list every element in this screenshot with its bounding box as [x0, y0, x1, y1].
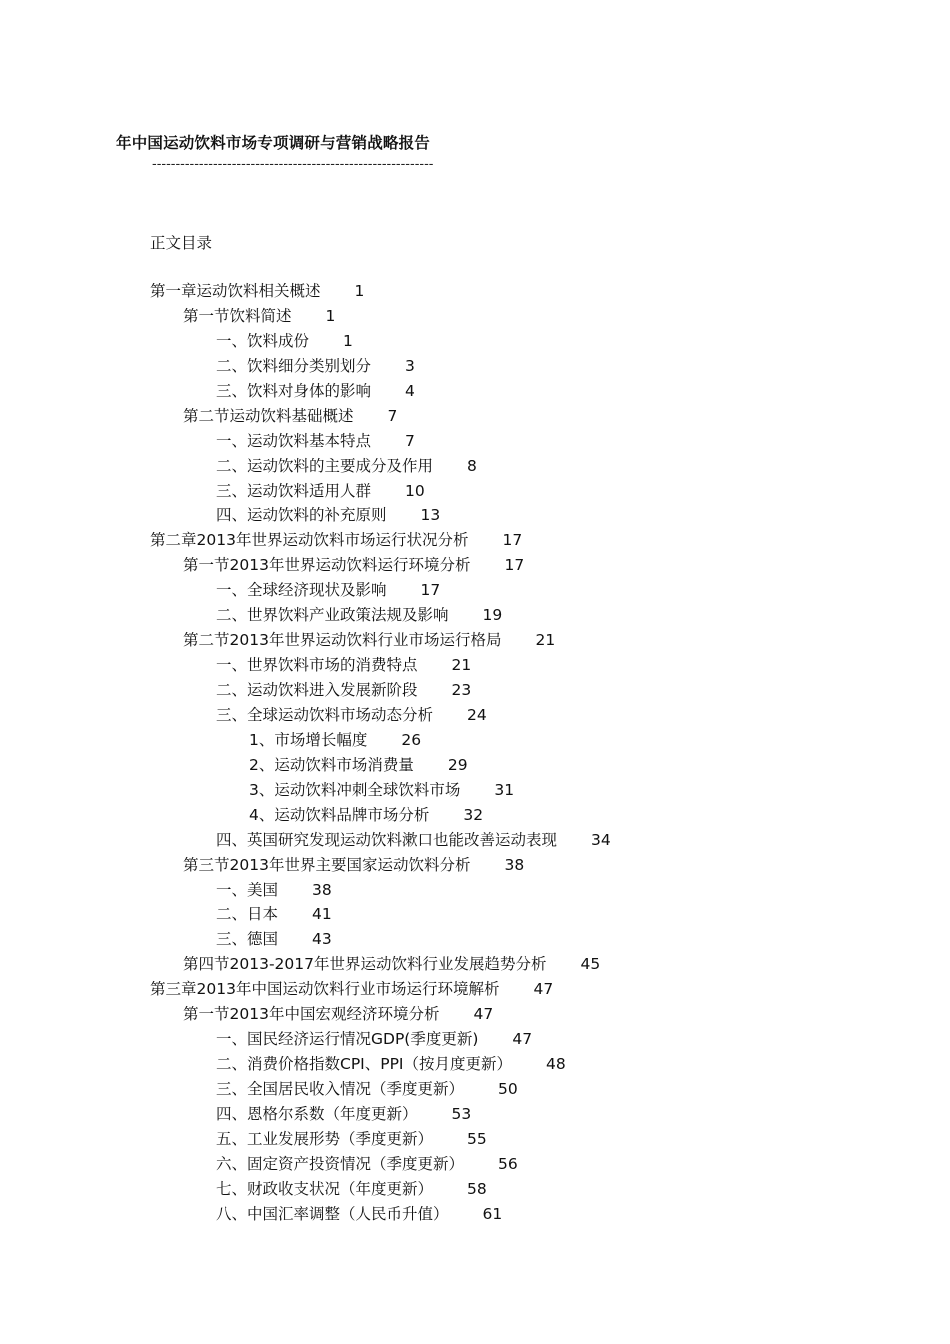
toc-entry: [0, 1077, 950, 1102]
toc-entry-page: 48: [546, 1055, 566, 1074]
toc-entry: [0, 503, 950, 528]
title-separator: ------------------------------------------------------------: [152, 157, 434, 172]
toc-entry-label: 第一节: [183, 306, 230, 325]
toc-entry-text: 四、英国研究发现运动饮料漱口也能改善运动表现: [216, 830, 558, 849]
toc-entry-text: 三、德国: [216, 930, 279, 949]
toc-entry-page: 47: [512, 1030, 533, 1049]
toc-entry-text: 七、财政收支状况（年度更新）: [216, 1179, 434, 1198]
toc-entry-text: 2013年世界运动饮料市场运行状况分析: [196, 531, 469, 550]
toc-entry: [0, 528, 950, 553]
toc-entry-page: 58: [467, 1179, 487, 1198]
toc-entry: [0, 1177, 950, 1202]
toc-entry-text: 运动饮料基础概述: [229, 406, 354, 425]
toc-entry: [0, 628, 950, 653]
toc-entry-text: 一、美国: [216, 880, 279, 899]
toc-entry-label: 第三节: [183, 855, 230, 874]
toc-entry-page: 47: [533, 980, 554, 999]
toc-entry-text: 二、运动饮料的主要成分及作用: [216, 456, 434, 475]
toc-entry-page: 38: [504, 855, 525, 874]
toc-heading: 正文目录: [150, 234, 213, 252]
toc-entry-page: 8: [467, 456, 477, 475]
toc-entry-text: 一、全球经济现状及影响: [216, 581, 387, 600]
toc-entry-page: 26: [401, 730, 422, 749]
toc-entry-text: 3、运动饮料冲刺全球饮料市场: [249, 780, 461, 799]
toc-entry-text: 2013年中国运动饮料行业市场运行环境解析: [196, 980, 500, 999]
toc-entry-page: 50: [498, 1080, 518, 1098]
toc-entry: [0, 878, 950, 903]
toc-entry: [0, 578, 950, 603]
toc-entry: [0, 1102, 950, 1127]
toc-entry-text: 一、国民经济运行情况GDP(季度更新): [216, 1030, 479, 1049]
toc-entry: [0, 977, 950, 1002]
toc-entry: [0, 653, 950, 678]
toc-entry-text: 2013年世界主要国家运动饮料分析: [229, 855, 471, 874]
toc-entry-text: 二、世界饮料产业政策法规及影响: [216, 606, 449, 625]
toc-entry-text: 三、全球运动饮料市场动态分析: [216, 705, 434, 724]
toc-entry-text: 六、固定资产投资情况（季度更新）: [216, 1154, 465, 1173]
toc-entry-page: 4: [405, 381, 415, 400]
toc-entry-page: 43: [312, 930, 332, 949]
toc-entry: [0, 1002, 950, 1027]
toc-entry: [0, 379, 950, 404]
toc-entry-page: 21: [451, 656, 472, 675]
toc-entry-page: 3: [405, 356, 415, 375]
table-of-contents: [0, 279, 950, 1227]
toc-entry-text: 四、恩格尔系数（年度更新）: [216, 1104, 418, 1123]
toc-entry-page: 7: [405, 431, 415, 450]
toc-entry-page: 29: [447, 755, 468, 774]
toc-entry-text: 运动饮料相关概述: [196, 282, 321, 300]
toc-entry: [0, 454, 950, 479]
toc-entry-text: 五、工业发展形势（季度更新）: [216, 1129, 434, 1148]
toc-entry-page: 17: [504, 556, 525, 575]
toc-entry-text: 二、日本: [216, 905, 279, 924]
toc-entry-page: 32: [463, 805, 484, 824]
toc-entry: [0, 728, 950, 753]
toc-entry-page: 45: [580, 955, 601, 974]
toc-entry: [0, 778, 950, 803]
toc-entry: [0, 429, 950, 454]
toc-entry: [0, 354, 950, 379]
toc-entry: [0, 1027, 950, 1052]
toc-entry-text: 二、运动饮料进入发展新阶段: [216, 681, 418, 699]
toc-entry-page: 47: [473, 1005, 494, 1024]
toc-entry-page: 61: [482, 1204, 503, 1223]
toc-entry-text: 三、饮料对身体的影响: [216, 381, 372, 400]
toc-entry-text: 2013-2017年世界运动饮料行业发展趋势分析: [229, 955, 547, 974]
toc-entry-label: 第二章: [150, 531, 197, 550]
toc-entry: [0, 952, 950, 977]
toc-entry: [0, 1127, 950, 1152]
toc-entry-text: 一、世界饮料市场的消费特点: [216, 656, 418, 675]
toc-entry: [0, 902, 950, 927]
toc-entry-text: 2013年世界运动饮料运行环境分析: [229, 556, 471, 575]
toc-entry-page: 13: [420, 506, 441, 525]
toc-entry-text: 1、市场增长幅度: [249, 730, 368, 749]
toc-entry-text: 饮料简述: [229, 306, 292, 325]
toc-entry-page: 7: [387, 406, 398, 425]
toc-entry-page: 53: [451, 1104, 472, 1123]
toc-entry: [0, 279, 950, 304]
toc-entry-page: 1: [354, 282, 365, 300]
toc-entry: [0, 479, 950, 504]
toc-entry-text: 2、运动饮料市场消费量: [249, 755, 414, 774]
toc-entry-label: 第一节: [183, 1005, 230, 1024]
toc-entry-text: 八、中国汇率调整（人民币升值）: [216, 1204, 449, 1223]
toc-entry-text: 一、运动饮料基本特点: [216, 431, 372, 450]
toc-entry-text: 二、饮料细分类别划分: [216, 356, 372, 375]
toc-entry: [0, 404, 950, 429]
toc-entry: [0, 1202, 950, 1227]
toc-entry-label: 第三章: [150, 980, 197, 999]
toc-entry-text: 四、运动饮料的补充原则: [216, 506, 387, 525]
toc-entry-label: 第二节: [183, 631, 230, 650]
report-title: 年中国运动饮料市场专项调研与营销战略报告: [116, 134, 431, 152]
toc-entry-label: 第一章: [150, 282, 197, 300]
toc-entry-page: 17: [420, 581, 441, 600]
toc-entry-page: 10: [405, 481, 425, 500]
toc-entry: [0, 828, 950, 853]
toc-entry-label: 第四节: [183, 955, 230, 974]
toc-entry: [0, 329, 950, 354]
toc-entry: [0, 753, 950, 778]
toc-entry: [0, 703, 950, 728]
toc-entry: [0, 304, 950, 329]
toc-entry: [0, 853, 950, 878]
toc-entry-page: 23: [451, 681, 472, 699]
toc-entry-page: 1: [325, 306, 336, 325]
toc-entry-page: 41: [312, 905, 332, 924]
toc-entry-page: 38: [312, 880, 332, 899]
toc-entry-page: 34: [591, 830, 611, 849]
toc-entry-page: 31: [494, 780, 515, 799]
toc-entry-text: 三、运动饮料适用人群: [216, 481, 372, 500]
toc-entry: [0, 1052, 950, 1077]
toc-entry-text: 三、全国居民收入情况（季度更新）: [216, 1080, 465, 1098]
toc-entry-page: 21: [535, 631, 556, 650]
toc-entry: [0, 678, 950, 703]
toc-entry-page: 1: [343, 331, 353, 350]
toc-entry: [0, 927, 950, 952]
toc-entry-page: 24: [467, 705, 487, 724]
toc-entry: [0, 553, 950, 578]
toc-entry-label: 第一节: [183, 556, 230, 575]
toc-entry: [0, 603, 950, 628]
toc-entry: [0, 1152, 950, 1177]
toc-entry-page: 17: [502, 531, 523, 550]
toc-entry-text: 4、运动饮料品牌市场分析: [249, 805, 430, 824]
toc-entry: [0, 803, 950, 828]
toc-entry-text: 一、饮料成份: [216, 331, 310, 350]
toc-entry-page: 55: [467, 1129, 487, 1148]
toc-entry-label: 第二节: [183, 406, 230, 425]
toc-entry-page: 19: [482, 606, 503, 625]
toc-entry-text: 二、消费价格指数CPI、PPI（按月度更新）: [216, 1055, 513, 1074]
toc-entry-text: 2013年世界运动饮料行业市场运行格局: [229, 631, 502, 650]
toc-entry-text: 2013年中国宏观经济环境分析: [229, 1005, 440, 1024]
toc-entry-page: 56: [498, 1154, 518, 1173]
